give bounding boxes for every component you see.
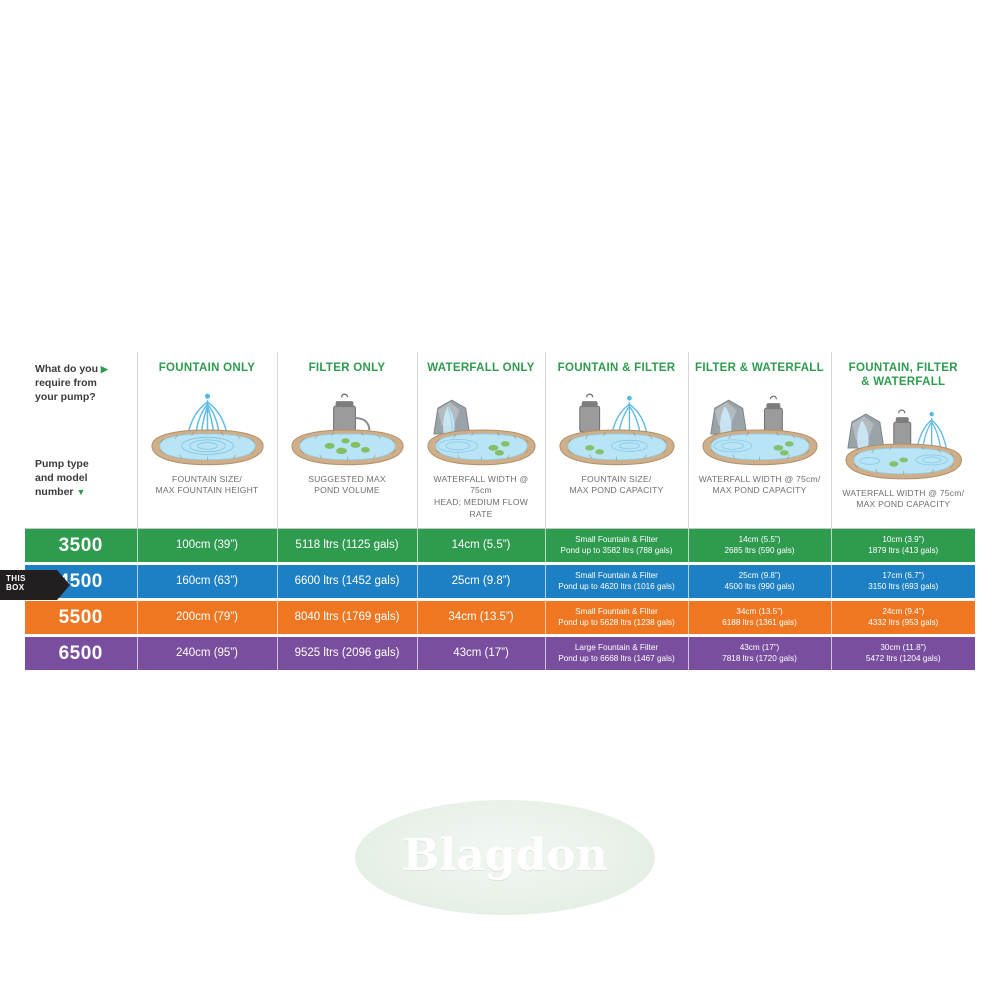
column-subtitle-line-1: WATERFALL WIDTH @ 75cm/ <box>698 473 821 484</box>
pond-waterfall-icon <box>418 380 545 472</box>
column-subtitle-line-1: WATERFALL WIDTH @ 75cm/ <box>842 487 965 498</box>
cell-filter-only: 9525 ltrs (2096 gals) <box>277 637 417 670</box>
cell-filter-only: 5118 ltrs (1125 gals) <box>277 529 417 562</box>
cell-waterfall-only: 43cm (17”) <box>417 637 545 670</box>
arrow-right-icon: ▶ <box>100 364 108 374</box>
table-row <box>25 529 975 562</box>
cell-filter-waterfall: 14cm (5.5”) 2685 ltrs (590 gals) <box>688 529 831 562</box>
question-line-2: require from <box>35 377 97 390</box>
column-header-filter-waterfall <box>688 352 831 529</box>
column-header-fountain-filter <box>545 352 688 529</box>
column-subtitle-line-2: MAX POND CAPACITY <box>712 485 807 496</box>
cell-filter-waterfall: 34cm (13.5”) 6188 ltrs (1361 gals) <box>688 601 831 634</box>
column-title: FOUNTAIN & FILTER <box>557 362 676 374</box>
column-subtitle <box>418 472 545 528</box>
cell-fountain-filter: Small Fountain & Filter Pond up to 4620 ltrs (1016 gals) <box>545 565 688 598</box>
pond-filter-waterfall-icon <box>689 380 831 472</box>
column-title <box>832 352 976 394</box>
cell-waterfall-only: 14cm (5.5”) <box>417 529 545 562</box>
logo-text: Blagdon <box>402 830 608 881</box>
pump-line-2: and model <box>35 471 88 484</box>
column-header-waterfall-only <box>417 352 545 529</box>
column-subtitle-line-1: SUGGESTED MAX <box>308 473 386 484</box>
cell-filter-waterfall: 25cm (9.8”) 4500 ltrs (990 gals) <box>688 565 831 598</box>
column-subtitle-line-2: MAX POND CAPACITY <box>569 485 664 496</box>
column-header-fountain-filter-waterfall <box>831 352 975 529</box>
cell-fountain-only: 240cm (95”) <box>137 637 277 670</box>
question-line-3: your pump? <box>35 391 96 404</box>
column-subtitle <box>689 472 831 505</box>
cell-filter-only: 8040 ltrs (1769 gals) <box>277 601 417 634</box>
column-title: FILTER & WATERFALL <box>695 362 824 374</box>
column-header-filter-only <box>277 352 417 529</box>
spec-table <box>25 352 975 670</box>
pump-line-1: Pump type <box>35 457 89 470</box>
model-number: 3500 <box>58 534 103 556</box>
pond-filter-icon <box>278 380 417 472</box>
pump-selection-chart <box>6 352 975 670</box>
column-subtitle <box>278 472 417 505</box>
cell-fountain-only: 160cm (63”) <box>137 565 277 598</box>
pond-fountain-filter-waterfall-icon <box>832 394 976 486</box>
cell-fountain-filter-waterfall: 24cm (9.4”) 4332 ltrs (953 gals) <box>831 601 975 634</box>
pump-type-label <box>35 457 129 500</box>
corner-cell <box>25 352 137 529</box>
model-number: 5500 <box>58 606 103 628</box>
column-subtitle-line-1: FOUNTAIN SIZE/ <box>172 473 242 484</box>
cell-waterfall-only: 25cm (9.8”) <box>417 565 545 598</box>
question-line-1: What do you <box>35 363 98 375</box>
column-subtitle-line-2: POND VOLUME <box>314 485 380 496</box>
cell-fountain-filter: Small Fountain & Filter Pond up to 5628 ltrs (1238 gals) <box>545 601 688 634</box>
this-box-line1: THIS <box>6 574 26 583</box>
column-title: FOUNTAIN ONLY <box>158 362 256 374</box>
cell-fountain-filter-waterfall: 17cm (6.7”) 3150 ltrs (693 gals) <box>831 565 975 598</box>
pond-fountain-filter-icon <box>546 380 688 472</box>
cell-fountain-filter-waterfall: 10cm (3.9”) 1879 ltrs (413 gals) <box>831 529 975 562</box>
cell-fountain-only: 100cm (39”) <box>137 529 277 562</box>
column-subtitle <box>546 472 688 505</box>
brand-watermark <box>355 800 655 915</box>
table-header-row <box>25 352 975 529</box>
table-row <box>25 565 975 598</box>
column-title: FILTER ONLY <box>308 362 386 374</box>
cell-fountain-filter: Small Fountain & Filter Pond up to 3582 ltrs (788 gals) <box>545 529 688 562</box>
cell-fountain-only: 200cm (79”) <box>137 601 277 634</box>
column-title-line-2: & WATERFALL <box>861 375 946 388</box>
this-box-flag <box>0 570 57 600</box>
cell-waterfall-only: 34cm (13.5”) <box>417 601 545 634</box>
column-header-fountain-only <box>137 352 277 529</box>
column-subtitle-line-2: MAX FOUNTAIN HEIGHT <box>155 485 259 496</box>
column-subtitle <box>138 472 277 505</box>
table-row-highlighted <box>25 601 975 634</box>
model-number: 4500 <box>58 570 103 592</box>
cell-fountain-filter-waterfall: 30cm (11.8”) 5472 ltrs (1204 gals) <box>831 637 975 670</box>
column-title-line-1: FOUNTAIN, FILTER <box>848 362 958 374</box>
cell-filter-waterfall: 43cm (17”) 7818 ltrs (1720 gals) <box>688 637 831 670</box>
column-subtitle-line-1: WATERFALL WIDTH @ 75cm <box>433 473 529 496</box>
column-subtitle-line-2: MAX POND CAPACITY <box>856 499 951 510</box>
cell-fountain-filter: Large Fountain & Filter Pond up to 6668 ltrs (1467 gals) <box>545 637 688 670</box>
requirement-question <box>35 362 129 405</box>
column-subtitle <box>832 486 976 519</box>
table-row <box>25 637 975 670</box>
column-subtitle-line-1: FOUNTAIN SIZE/ <box>581 473 652 484</box>
pond-fountain-icon <box>138 380 277 472</box>
model-number: 6500 <box>58 642 103 664</box>
column-subtitle-line-2: HEAD; MEDIUM FLOW RATE <box>433 496 529 519</box>
pump-line-3: number <box>35 485 74 498</box>
column-title: WATERFALL ONLY <box>427 362 535 374</box>
cell-filter-only: 6600 ltrs (1452 gals) <box>277 565 417 598</box>
arrow-down-icon: ▼ <box>76 486 86 497</box>
this-box-line2: BOX <box>6 583 25 593</box>
